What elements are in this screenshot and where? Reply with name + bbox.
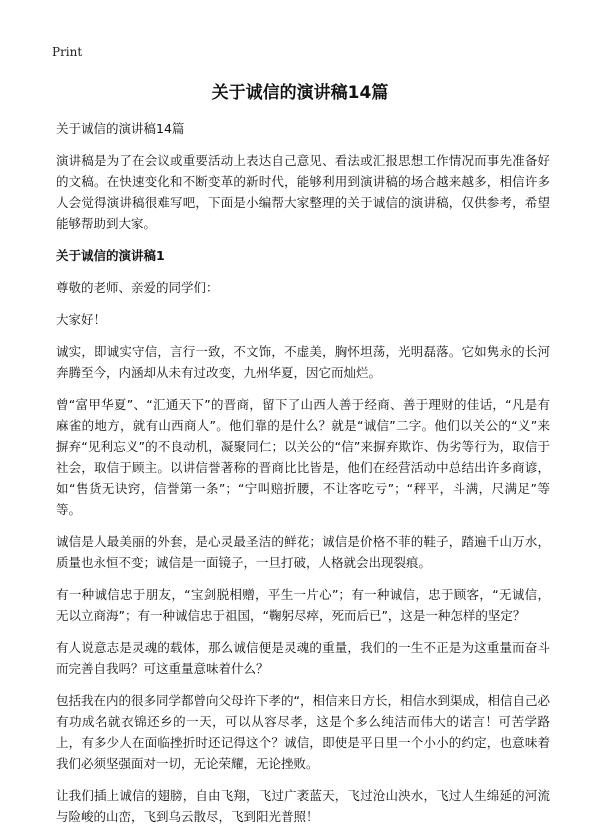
body-paragraph: 诚信是人最美丽的外套，是心灵最圣洁的鲜花；诚信是价格不菲的鞋子，踏遍千山万水，质量也永恒不变；诚信是一面镜子，一旦打破，人格就会出现裂痕。 <box>56 534 550 570</box>
page-title: 关于诚信的演讲稿14篇 <box>211 83 389 103</box>
intro-paragraph: 演讲稿是为了在会议或重要活动上表达自己意见、看法或汇报思想工作情况而事先准备好的文稿。在快速变化和不断变革的新时代，能够利用到演讲稿的场合越来越多，相信许多人会觉得演讲稿很难写吧，下面是小编帮大家整理的关于诚信的演讲稿，仅供参考，希望能够帮助到大家。 <box>56 153 550 231</box>
document-body <box>56 118 550 838</box>
greeting: 大家好！ <box>56 312 107 327</box>
body-paragraph: 让我们插上诚信的翅膀，自由飞翔，飞过广袤蓝天，飞过沧山泱水，飞过人生绵延的河流与险峻的山峦，飞到乌云散尽，飞到阳光普照！ <box>56 788 550 824</box>
body-paragraph: 有人说意志是灵魂的载体，那么诚信便是灵魂的重量，我们的一生不正是为这重量而奋斗而完善自我吗？可这重量意味着什么？ <box>56 640 550 676</box>
print-link[interactable]: Print <box>52 45 83 59</box>
body-paragraph: 诚实，即诚实守信，言行一致，不文饰，不虚美，胸怀坦荡，光明磊落。它如隽永的长河奔腾至今，内涵却从未有过改变，九州华夏，因它而灿烂。 <box>56 344 550 380</box>
section-heading: 关于诚信的演讲稿1 <box>56 248 165 263</box>
body-paragraph: 包括我在内的很多同学都曾向父母许下孝的“，相信来日方长，相信水到渠成，相信自己必有功成名就衣锦还乡的一天，可以从容尽孝，这是个多么纯洁而伟大的诺言！可苦学路上，有多少人在面临挫折时还记得这个？诚信，即使是平日里一个小小的约定，也意味着我们必须坚强面对一切，无论荣耀，无论挫败。 <box>56 693 550 771</box>
salutation: 尊敬的老师、亲爱的同学们： <box>56 280 219 295</box>
document-subtitle: 关于诚信的演讲稿14篇 <box>56 121 185 136</box>
body-paragraph: 有一种诚信忠于朋友，“宝剑脱相赠，平生一片心”；有一种诚信，忠于顾客，“无诚信，无以立商海”；有一种诚信忠于祖国，“鞠躬尽瘁，死而后已”，这是一种怎样的坚定？ <box>56 587 550 623</box>
body-paragraph: 曾“富甲华夏”、“汇通天下”的晋商，留下了山西人善于经商、善于理财的佳话，“凡是有麻雀的地方，就有山西商人”。他们靠的是什么？就是“诚信”二字。他们以关公的“义”来摒弃“见利忘义”的不良动机，凝聚同仁；以关公的“信”来摒弃欺诈、伪劣等行为，取信于社会，取信于顾主。以讲信誉著称的晋商比比皆是，他们在经营活动中总结出许多商谚，如“售货无诀窍，信誉第一条”；“宁叫赔折腰，不让客吃亏”；“秤平，斗满，尺满足”等等。 <box>56 397 550 517</box>
